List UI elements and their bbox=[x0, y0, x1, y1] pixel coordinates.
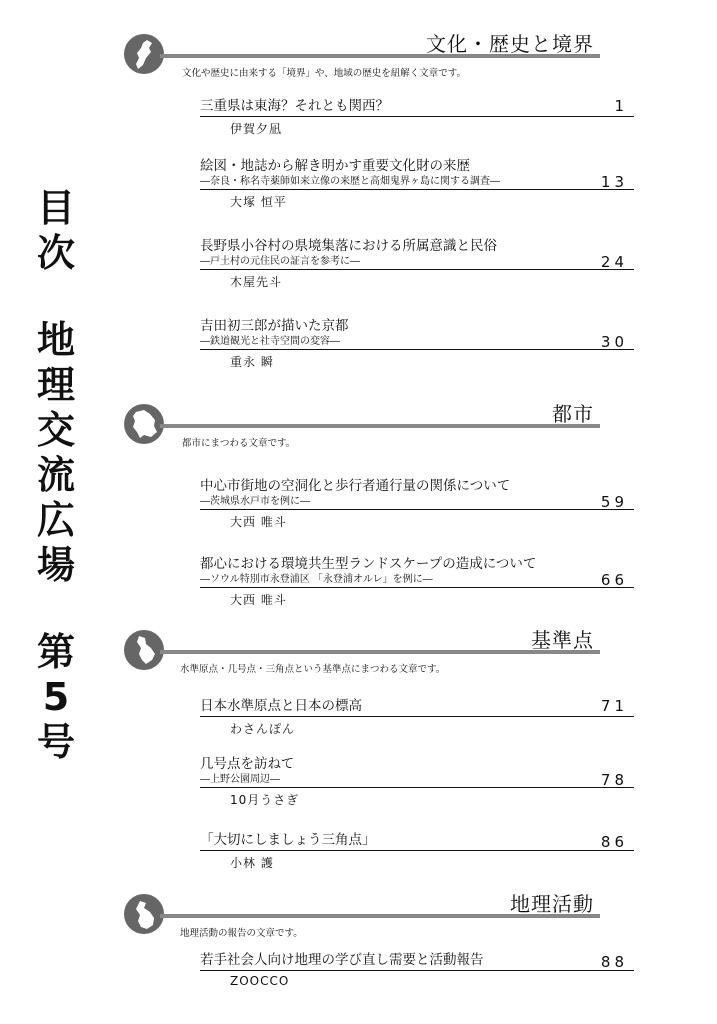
entry-author: 10月うさぎ bbox=[230, 793, 300, 807]
entry-author: 大西 唯斗 bbox=[230, 515, 287, 529]
toc-entry[interactable] bbox=[200, 697, 634, 737]
section-header-benchmark bbox=[120, 630, 600, 674]
entry-author: 伊賀夕凪 bbox=[230, 122, 283, 136]
toc-entry[interactable] bbox=[200, 831, 634, 871]
section-description: 文化や歴史に由来する「境界」や、地域の歴史を紐解く文章です。 bbox=[182, 68, 467, 79]
entry-page: 1 bbox=[614, 97, 628, 115]
entry-rule bbox=[200, 850, 634, 851]
entry-subtitle: ―奈良・称名寺薬師如来立像の来歴と高畑鬼界ヶ島に関する調査― bbox=[200, 176, 500, 187]
entry-page: 78 bbox=[600, 771, 628, 789]
issue-title-char: 流 bbox=[36, 453, 75, 497]
issue-title-char: 交 bbox=[36, 408, 75, 452]
entry-rule bbox=[200, 970, 634, 971]
entry-page: 13 bbox=[600, 173, 628, 191]
entry-title: 中心市街地の空洞化と歩行者通行量の関係について bbox=[200, 478, 511, 494]
entry-title: 三重県は東海？それとも関西？ bbox=[200, 98, 389, 114]
entry-author: 木屋先斗 bbox=[230, 275, 283, 289]
section-title: 基準点 bbox=[531, 628, 594, 652]
toc-entry[interactable] bbox=[200, 555, 634, 608]
section-description: 水準原点・几号点・三角点という基準点にまつわる文章です。 bbox=[180, 664, 446, 675]
entry-rule bbox=[200, 116, 634, 117]
issue-title-char: 理 bbox=[36, 363, 75, 407]
toc-entry[interactable] bbox=[200, 237, 634, 290]
entry-subtitle: ―茨城県水戸市を例に― bbox=[200, 496, 310, 507]
toc-entry[interactable] bbox=[200, 97, 634, 137]
entry-rule bbox=[200, 509, 634, 510]
entry-rule bbox=[200, 269, 634, 270]
toc-entry[interactable] bbox=[200, 951, 634, 988]
entry-subtitle: ―ソウル特別市永登浦区 「永登浦オルレ」を例に― bbox=[200, 574, 433, 585]
entry-title: 几号点を訪ねて bbox=[200, 756, 295, 772]
issue-title-char: 場 bbox=[36, 543, 75, 587]
issue-title-char: 次 bbox=[36, 231, 75, 275]
mie-map-icon bbox=[124, 34, 164, 74]
entry-page: 88 bbox=[600, 953, 628, 971]
entry-author: 小林 護 bbox=[230, 856, 274, 870]
entry-page: 30 bbox=[600, 333, 628, 351]
toc-entry[interactable] bbox=[200, 477, 634, 530]
issue-title-char: 目 bbox=[36, 186, 75, 230]
entry-subtitle: ―鉄道観光と社寺空間の変容― bbox=[200, 336, 340, 347]
section-description: 地理活動の報告の文章です。 bbox=[180, 928, 303, 939]
entry-title: 長野県小谷村の県境集落における所属意識と民俗 bbox=[200, 238, 497, 254]
toc-entry[interactable] bbox=[200, 755, 634, 808]
entry-author: 大塚 恒平 bbox=[230, 195, 287, 209]
toc-entry[interactable] bbox=[200, 317, 634, 370]
entry-page: 86 bbox=[600, 833, 628, 851]
entry-rule bbox=[200, 349, 634, 350]
section-title: 都市 bbox=[552, 402, 594, 426]
entry-page: 59 bbox=[600, 493, 628, 511]
section-rule bbox=[160, 424, 600, 428]
entry-subtitle: ―上野公園周辺― bbox=[200, 774, 280, 785]
entry-rule bbox=[200, 587, 634, 588]
region-map-icon bbox=[124, 894, 164, 934]
entry-title: 「大切にしましょう三角点」 bbox=[200, 832, 376, 848]
issue-title-char: 号 bbox=[36, 720, 75, 764]
section-title: 地理活動 bbox=[510, 892, 594, 916]
entry-title: 絵図・地誌から解き明かす重要文化財の来歴 bbox=[200, 158, 470, 174]
toc-entry[interactable] bbox=[200, 157, 634, 210]
entry-author: 大西 唯斗 bbox=[230, 593, 287, 607]
entry-title: 日本水準原点と日本の標高 bbox=[200, 698, 362, 714]
entry-rule bbox=[200, 189, 634, 190]
issue-title-char: 第 bbox=[36, 630, 75, 674]
entry-subtitle: ―戸土村の元住民の証言を参考に― bbox=[200, 256, 360, 267]
issue-title bbox=[30, 186, 82, 765]
entry-title: 吉田初三郎が描いた京都 bbox=[200, 318, 349, 334]
entry-author: ZOOCCO bbox=[230, 974, 290, 988]
entry-rule bbox=[200, 787, 634, 788]
issue-title-char: 5 bbox=[42, 675, 70, 719]
benchmark-map-icon bbox=[124, 630, 164, 670]
kyoto-map-icon bbox=[124, 404, 164, 444]
section-header-culture-history bbox=[120, 34, 600, 78]
issue-title-char: 広 bbox=[36, 498, 75, 542]
issue-title-char: 地 bbox=[36, 318, 75, 362]
entry-author: わさんぽん bbox=[230, 722, 296, 736]
section-title: 文化・歴史と境界 bbox=[426, 32, 594, 56]
entry-page: 71 bbox=[600, 697, 628, 715]
entry-title: 若手社会人向け地理の学び直し需要と活動報告 bbox=[200, 952, 484, 968]
entry-rule bbox=[200, 716, 634, 717]
entry-title: 都心における環境共生型ランドスケープの造成について bbox=[200, 556, 537, 572]
entry-page: 66 bbox=[600, 571, 628, 589]
section-header-geo-activity bbox=[120, 894, 600, 938]
section-description: 都市にまつわる文章です。 bbox=[182, 438, 296, 449]
entry-author: 重永 瞬 bbox=[230, 355, 274, 369]
entry-page: 24 bbox=[600, 253, 628, 271]
section-header-city bbox=[120, 404, 600, 448]
